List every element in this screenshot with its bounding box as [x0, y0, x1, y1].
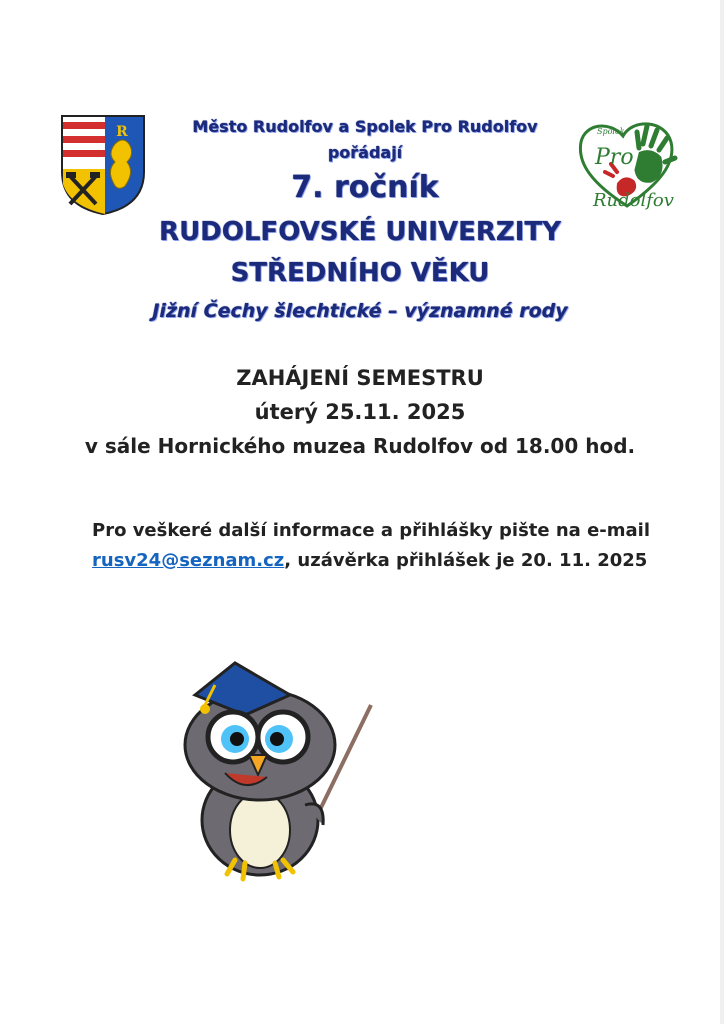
edition-title: 7. ročník: [291, 170, 439, 205]
club-name-label: Rudolfov: [593, 190, 674, 211]
info-line2: [92, 550, 652, 571]
email-link[interactable]: rusv24@seznam.cz: [92, 550, 285, 571]
main-title-line1: RUDOLFOVSKÉ UNIVERZITY: [159, 217, 561, 247]
main-title-line2: STŘEDNÍHO VĚKU: [230, 258, 490, 288]
club-pro-label: Pro: [595, 145, 634, 170]
deadline-text: , uzávěrka přihlášek je 20. 11. 2025: [284, 550, 648, 571]
scan-edge: [720, 0, 724, 1024]
subtitle: Jižní Čechy šlechtické – významné rody: [152, 300, 568, 322]
club-small-label: Spolek: [597, 127, 625, 136]
owl-teacher-icon: [165, 655, 380, 885]
info-line1: Pro veškeré další informace a přihlášky pište na e-mail: [92, 520, 651, 541]
coat-letter: R: [116, 124, 128, 140]
event-venue: v sále Hornického muzea Rudolfov od 18.00 hod.: [84, 434, 636, 458]
organize-verb-text: pořádají: [327, 143, 403, 162]
event-date: úterý 25.11. 2025: [254, 400, 466, 424]
organizers-text: Město Rudolfov a Spolek Pro Rudolfov: [192, 117, 538, 136]
event-heading: ZAHÁJENÍ SEMESTRU: [236, 366, 484, 390]
